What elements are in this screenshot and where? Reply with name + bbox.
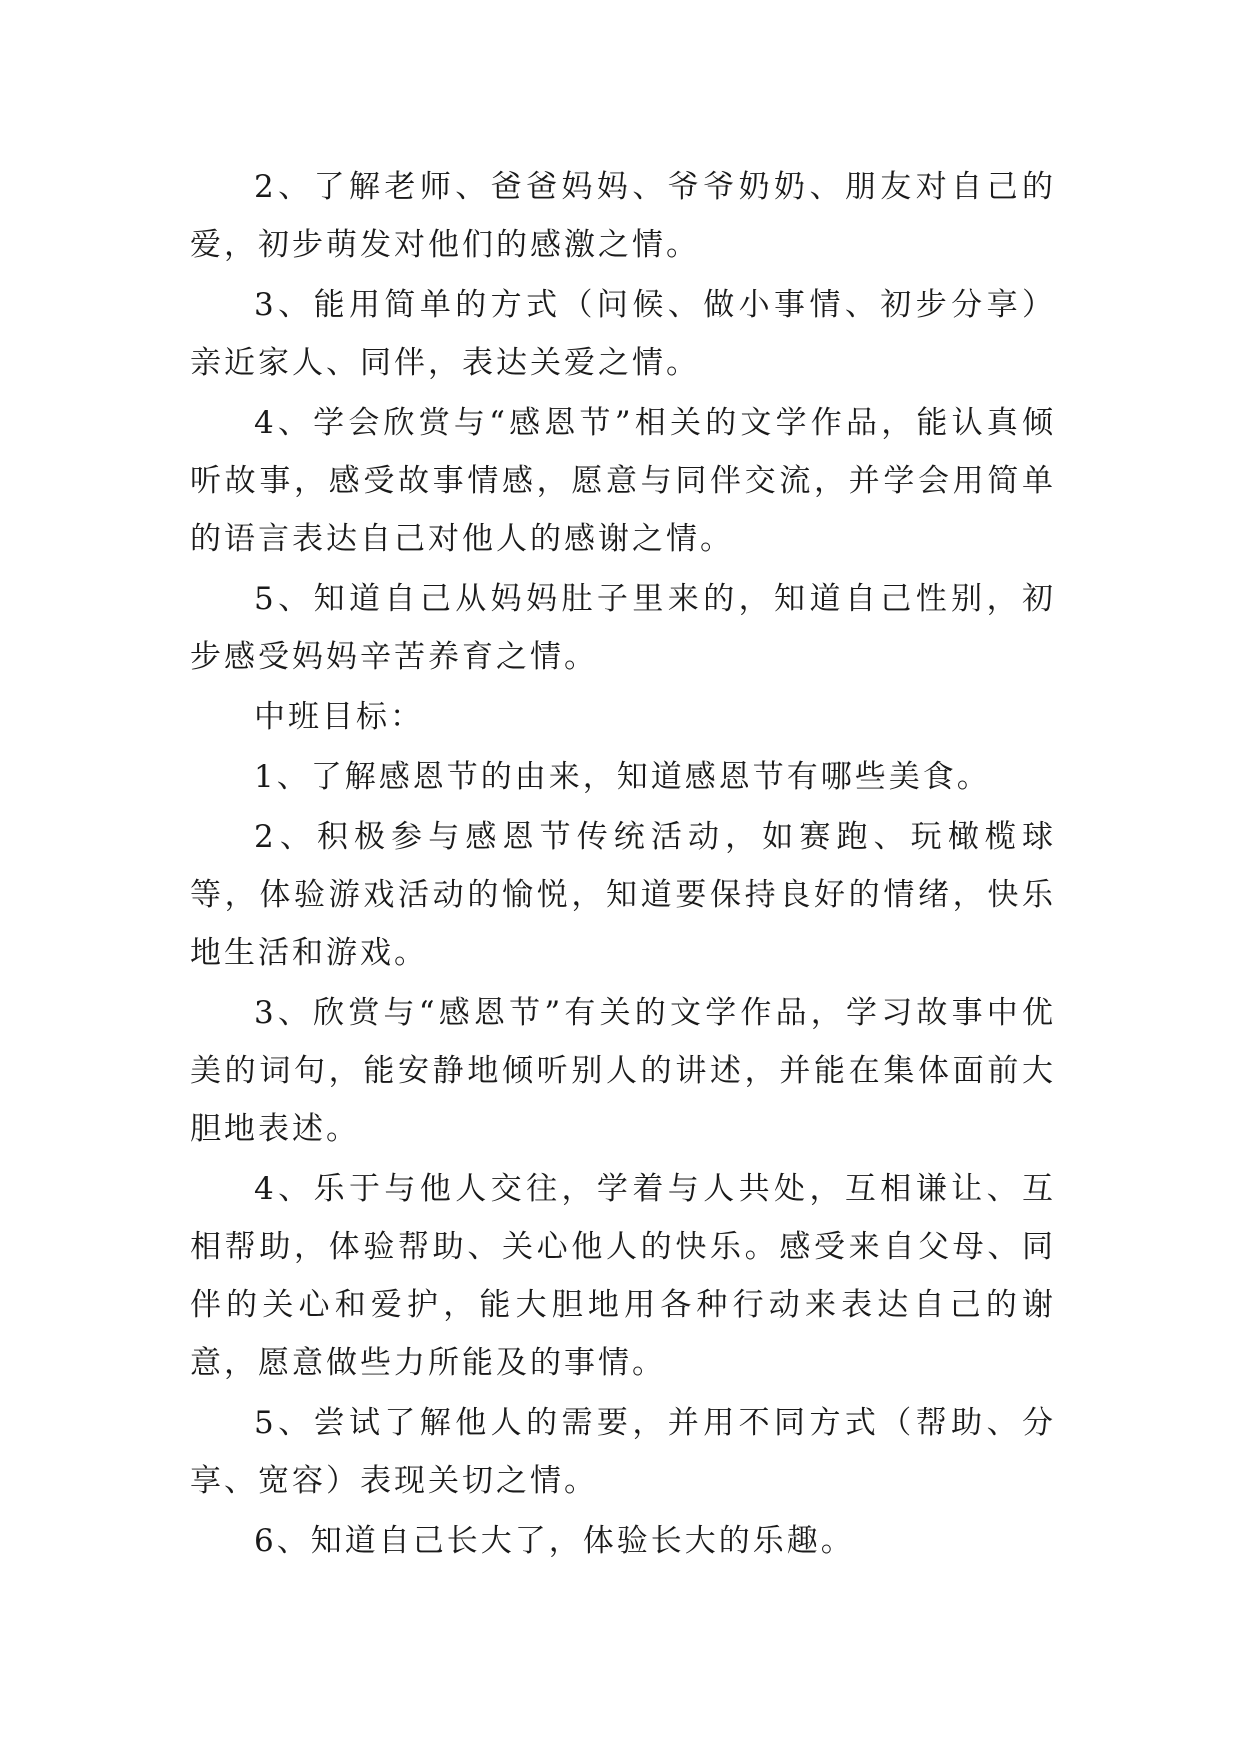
paragraph-goal-5-mother: 5、知道自己从妈妈肚子里来的，知道自己性别，初步感受妈妈辛苦养育之情。 bbox=[190, 581, 1056, 675]
paragraph-middle-goal-3: 3、欣赏与“感恩节”有关的文学作品，学习故事中优美的词句，能安静地倾听别人的讲述，并能在集体面前大胆地表述。 bbox=[190, 995, 1056, 1147]
paragraph-middle-goal-5: 5、尝试了解他人的需要，并用不同方式（帮助、分享、宽容）表现关切之情。 bbox=[190, 1405, 1056, 1499]
document-body bbox=[190, 158, 1056, 1572]
paragraph-goal-3-care: 3、能用简单的方式（问候、做小事情、初步分享）亲近家人、同伴，表达关爱之情。 bbox=[190, 287, 1056, 381]
paragraph-middle-goal-6: 6、知道自己长大了，体验长大的乐趣。 bbox=[254, 1523, 855, 1559]
paragraph-middle-goal-2: 2、积极参与感恩节传统活动，如赛跑、玩橄榄球等，体验游戏活动的愉悦，知道要保持良好的情绪，快乐地生活和游戏。 bbox=[190, 819, 1056, 971]
section-heading-middle-class: 中班目标： bbox=[254, 699, 424, 735]
paragraph-middle-goal-1: 1、了解感恩节的由来，知道感恩节有哪些美食。 bbox=[254, 759, 991, 795]
paragraph-middle-goal-4: 4、乐于与他人交往，学着与人共处，互相谦让、互相帮助，体验帮助、关心他人的快乐。感受来自父母、同伴的关心和爱护，能大胆地用各种行动来表达自己的谢意，愿意做些力所能及的事情。 bbox=[190, 1171, 1056, 1381]
paragraph-goal-2-love: 2、了解老师、爸爸妈妈、爷爷奶奶、朋友对自己的爱，初步萌发对他们的感激之情。 bbox=[190, 169, 1056, 263]
paragraph-goal-4-literature: 4、学会欣赏与“感恩节”相关的文学作品，能认真倾听故事，感受故事情感，愿意与同伴交流，并学会用简单的语言表达自己对他人的感谢之情。 bbox=[190, 405, 1056, 557]
